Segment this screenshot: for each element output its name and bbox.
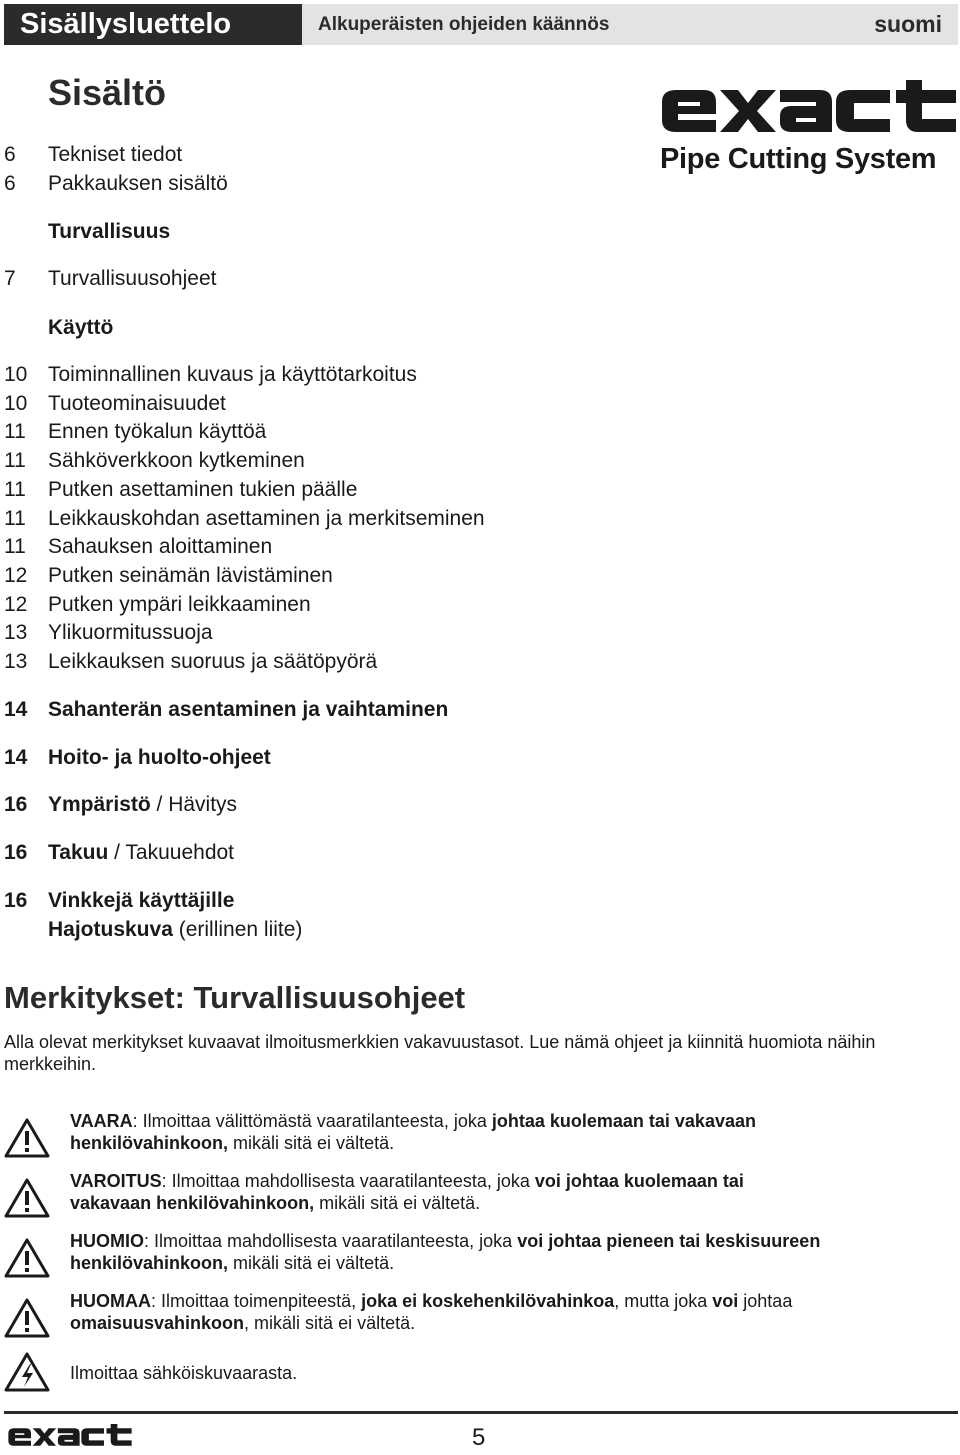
warning-triangle-icon [4, 1238, 50, 1278]
notes-heading: Merkitykset: Turvallisuusohjeet [4, 980, 466, 1015]
toc-text: Toiminnallinen kuvaus ja käyttötarkoitus [48, 363, 417, 386]
toc-text: Turvallisuusohjeet [48, 267, 217, 290]
toc-page: 14 [4, 698, 28, 721]
toc-page: 11 [4, 420, 26, 444]
header-subtitle: Alkuperäisten ohjeiden käännös [318, 14, 610, 35]
toc-text: Pakkauksen sisältö [48, 172, 228, 195]
warning-triangle-icon [4, 1178, 50, 1218]
toc-page: 16 [4, 793, 28, 816]
toc-text: Putken seinämän lävistäminen [48, 563, 333, 587]
toc-text: Sähköverkkoon kytkeminen [48, 449, 305, 473]
toc-text: Tuoteominaisuudet [48, 391, 226, 415]
toc-page: 13 [4, 621, 28, 645]
exact-logo-icon [660, 80, 958, 142]
toc-text: Ennen työkalun käyttöä [48, 420, 267, 444]
toc-text: Hoito- ja huolto-ohjeet [48, 746, 271, 769]
warning-triangle-icon [4, 1298, 50, 1338]
warning-triangle-icon [4, 1118, 50, 1158]
toc-page: 6 [4, 172, 16, 195]
toc-text: Sahauksen aloittaminen [48, 535, 273, 559]
toc-text: Leikkauskohdan asettaminen ja merkitseminen [48, 506, 485, 530]
warning-text: HUOMAA: Ilmoittaa toimenpiteestä, joka ei koskehenkilövahinkoa, mutta joka voi johtaa omaisuusvahinkoon, mikäli sitä ei vältetä. [70, 1291, 793, 1333]
toc-section-use: Käyttö [48, 316, 114, 339]
warning-text: VAARA: Ilmoittaa välittömästä vaaratilanteesta, joka johtaa kuolemaan tai vakavaan henkilövahinkoon, mikäli sitä ei vältetä. [70, 1111, 756, 1153]
toc-page: 14 [4, 746, 28, 769]
toc-page: 6 [4, 143, 16, 166]
toc-page: 11 [4, 449, 26, 473]
exact-logo-icon [4, 1424, 136, 1450]
toc-page: 10 [4, 391, 28, 415]
toc-page: 11 [4, 535, 26, 559]
toc-page: 12 [4, 563, 28, 587]
toc-text: Ylikuormitussuoja [48, 621, 213, 645]
footer-rule [4, 1411, 958, 1414]
logo-tagline: Pipe Cutting System [660, 143, 937, 175]
toc-text: Leikkauksen suoruus ja säätöpyörä [48, 650, 378, 673]
electric-shock-icon [4, 1352, 50, 1392]
toc-extra-line [48, 918, 302, 942]
header-language: suomi [874, 11, 942, 37]
toc-page: 16 [4, 889, 28, 912]
toc-heading: Sisältö [48, 72, 167, 113]
toc-text: Ympäristö / Hävitys [48, 793, 238, 816]
toc-page: 16 [4, 841, 28, 864]
toc-text: Tekniset tiedot [48, 143, 183, 166]
toc-page: 11 [4, 477, 26, 501]
toc-page: 12 [4, 592, 28, 616]
warning-text: VAROITUS: Ilmoittaa mahdollisesta vaaratilanteesta, joka voi johtaa kuolemaan tai vakavaan henkilövahinkoon, mikäli sitä ei vältetä. [70, 1171, 744, 1213]
toc-text: Vinkkejä käyttäjille [48, 889, 235, 912]
toc-text: Takuu / Takuuehdot [48, 841, 235, 864]
toc-text: Sahanterän asentaminen ja vaihtaminen [48, 698, 449, 721]
electric-text: Ilmoittaa sähköiskuvaarasta. [70, 1363, 298, 1383]
toc-text: Putken ympäri leikkaaminen [48, 592, 311, 616]
toc-page: 13 [4, 650, 28, 673]
notes-intro: Alla olevat merkitykset kuvaavat ilmoitusmerkkien vakavuustasot. Lue nämä ohjeet ja kiinnitä huomiota näihin merkkeihin. [4, 1032, 876, 1074]
toc-text: Putken asettaminen tukien päälle [48, 477, 358, 501]
footer-logo [4, 1424, 136, 1455]
toc-page: 7 [4, 267, 16, 290]
toc-section-safety: Turvallisuus [48, 220, 171, 243]
toc-extra-rest: (erillinen liite) [172, 918, 303, 941]
toc-page: 10 [4, 363, 28, 386]
warning-text: HUOMIO: Ilmoittaa mahdollisesta vaaratilanteesta, joka voi johtaa pieneen tai keskisuureen henkilövahinkoon, mikäli sitä ei vältetä. [70, 1231, 821, 1273]
header-title: Sisällysluettelo [4, 4, 302, 45]
toc-extra-bold: Hajotuskuva [48, 918, 173, 941]
page-number: 5 [472, 1424, 486, 1451]
header-bar [4, 4, 958, 45]
brand-logo [660, 80, 958, 174]
toc-page: 11 [4, 506, 26, 530]
